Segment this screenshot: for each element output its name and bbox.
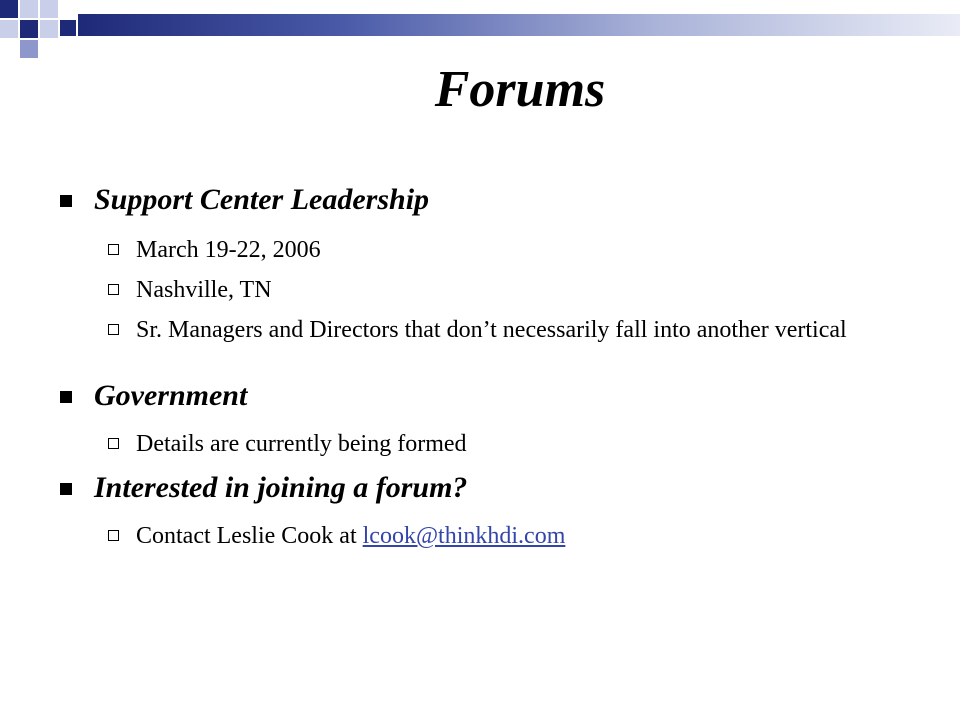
section-heading xyxy=(60,178,920,222)
list-item-text: Details are currently being formed xyxy=(136,431,467,457)
list-item xyxy=(60,520,920,552)
hollow-square-bullet-icon xyxy=(108,324,119,335)
section-join-forum xyxy=(60,466,920,552)
email-link[interactable]: lcook@thinkhdi.com xyxy=(362,523,566,549)
decor-square xyxy=(60,20,76,36)
list-item xyxy=(60,314,916,346)
section-heading-text: Interested in joining a forum? xyxy=(94,471,468,504)
decor-square xyxy=(0,0,18,18)
header-decoration xyxy=(0,0,960,60)
decor-square xyxy=(20,0,38,18)
list-item-text: Nashville, TN xyxy=(136,277,272,303)
contact-text: Contact Leslie Cook at xyxy=(136,523,363,549)
section-heading xyxy=(60,374,920,418)
square-bullet-icon xyxy=(60,195,72,207)
list-item-text: March 19-22, 2006 xyxy=(136,237,321,263)
list-item-text: Sr. Managers and Directors that don’t necessarily fall into another vertical xyxy=(136,317,847,343)
list-item xyxy=(60,234,920,266)
header-gradient-bar xyxy=(78,14,960,36)
list-item xyxy=(60,428,920,460)
slide-content xyxy=(60,178,920,552)
decor-square xyxy=(40,20,58,38)
decor-square xyxy=(20,40,38,58)
decor-square xyxy=(40,0,58,18)
square-bullet-icon xyxy=(60,483,72,495)
section-heading-text: Government xyxy=(94,379,248,412)
hollow-square-bullet-icon xyxy=(108,438,119,449)
list-item xyxy=(60,274,920,306)
section-heading xyxy=(60,466,920,510)
square-bullet-icon xyxy=(60,391,72,403)
decor-square xyxy=(0,20,18,38)
hollow-square-bullet-icon xyxy=(108,530,119,541)
decor-square xyxy=(20,20,38,38)
hollow-square-bullet-icon xyxy=(108,244,119,255)
section-heading-text: Support Center Leadership xyxy=(94,183,430,216)
slide-title: Forums xyxy=(434,61,606,118)
section-government xyxy=(60,374,920,460)
hollow-square-bullet-icon xyxy=(108,284,119,295)
section-support-center xyxy=(60,178,920,346)
